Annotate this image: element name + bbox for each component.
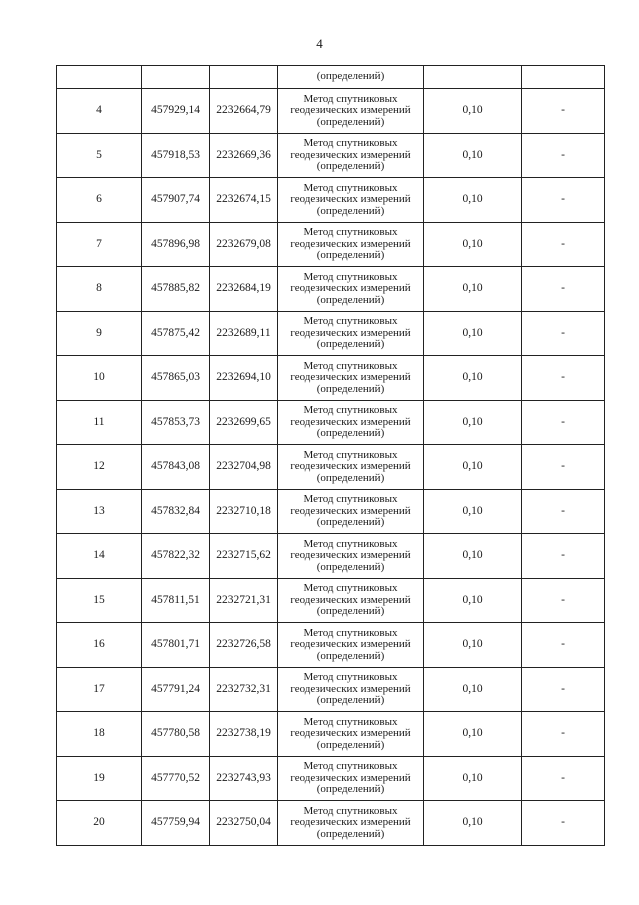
- cell-method: [278, 756, 424, 801]
- method-line: Метод спутниковых: [303, 315, 398, 327]
- cell-x: 457780,58: [142, 712, 210, 757]
- cell-description: -: [522, 712, 605, 757]
- cell-y: 2232704,98: [210, 445, 278, 490]
- method-line: Метод спутниковых: [303, 226, 398, 238]
- cell-y: 2232738,19: [210, 712, 278, 757]
- method-line: Метод спутниковых: [303, 760, 398, 772]
- cell-method: [278, 667, 424, 712]
- method-line: Метод спутниковых: [303, 181, 398, 194]
- cell-x: 457801,71: [142, 623, 210, 668]
- method-line: геодезических измерений: [290, 816, 411, 828]
- cell-description: -: [522, 445, 605, 490]
- method-line: (определений): [316, 382, 385, 395]
- table-body: [57, 66, 605, 846]
- cell-accuracy: 0,10: [424, 534, 522, 579]
- cell-y: 2232699,65: [210, 400, 278, 445]
- cell-method: [278, 623, 424, 668]
- method-line: геодезических измерений: [290, 593, 411, 606]
- table-row: [57, 712, 605, 757]
- method-line: (определений): [316, 560, 385, 573]
- cell-method: [278, 801, 424, 846]
- cell-x: 457875,42: [142, 311, 210, 356]
- table-row: [57, 623, 605, 668]
- cell-description: -: [522, 400, 605, 445]
- cell-point-number: 13: [57, 489, 142, 534]
- page-number: 4: [316, 36, 323, 51]
- cell-y: 2232750,04: [210, 801, 278, 846]
- cell-accuracy: 0,10: [424, 178, 522, 223]
- cell-description: -: [522, 623, 605, 668]
- cell-x: 457907,74: [142, 178, 210, 223]
- cell-point-number: 6: [57, 178, 142, 223]
- cell-point-number: 9: [57, 311, 142, 356]
- method-line: (определений): [316, 427, 385, 439]
- table-row: [57, 489, 605, 534]
- cell-y: 2232743,93: [210, 756, 278, 801]
- method-line: Метод спутниковых: [303, 582, 398, 594]
- cell-point-number: 8: [57, 267, 142, 312]
- method-line: (определений): [316, 649, 385, 662]
- cell-y: [210, 66, 278, 89]
- table-row: [57, 756, 605, 801]
- method-line: (определений): [316, 738, 385, 751]
- method-line: геодезических измерений: [290, 148, 411, 161]
- cell-x: 457822,32: [142, 534, 210, 579]
- method-line: Метод спутниковых: [303, 493, 398, 505]
- method-line: (определений): [316, 827, 385, 840]
- method-line: геодезических измерений: [290, 638, 411, 650]
- cell-x: 457759,94: [142, 801, 210, 846]
- cell-method: [278, 89, 424, 134]
- cell-x: 457843,08: [142, 445, 210, 490]
- cell-description: -: [522, 534, 605, 579]
- method-line: геодезических измерений: [290, 460, 411, 472]
- cell-description: -: [522, 133, 605, 178]
- cell-description: -: [522, 356, 605, 401]
- cell-method: [278, 445, 424, 490]
- cell-accuracy: 0,10: [424, 400, 522, 445]
- cell-method: [278, 222, 424, 267]
- method-line: Метод спутниковых: [303, 270, 398, 283]
- method-line: Метод спутниковых: [303, 92, 398, 105]
- cell-y: 2232732,31: [210, 667, 278, 712]
- method-line: геодезических измерений: [290, 504, 411, 517]
- cell-y: 2232694,10: [210, 356, 278, 401]
- method-line: (определений): [316, 783, 385, 795]
- cell-point-number: 17: [57, 667, 142, 712]
- cell-y: 2232726,58: [210, 623, 278, 668]
- cell-accuracy: 0,10: [424, 489, 522, 534]
- cell-method: [278, 489, 424, 534]
- cell-point-number: [57, 66, 142, 89]
- cell-description: -: [522, 489, 605, 534]
- cell-accuracy: 0,10: [424, 667, 522, 712]
- table-row: [57, 133, 605, 178]
- method-line: Метод спутниковых: [303, 804, 398, 817]
- method-line: геодезических измерений: [290, 415, 411, 428]
- method-line: (определений): [316, 605, 385, 617]
- cell-point-number: 5: [57, 133, 142, 178]
- table-row: [57, 400, 605, 445]
- cell-y: 2232710,18: [210, 489, 278, 534]
- method-line: (определений): [316, 338, 385, 350]
- cell-accuracy: 0,10: [424, 578, 522, 623]
- method-line: геодезических измерений: [290, 104, 411, 116]
- cell-point-number: 10: [57, 356, 142, 401]
- table-row: [57, 267, 605, 312]
- cell-x: [142, 66, 210, 89]
- cell-accuracy: 0,10: [424, 623, 522, 668]
- cell-point-number: 18: [57, 712, 142, 757]
- method-line: Метод спутниковых: [303, 537, 398, 550]
- method-line: (определений): [316, 204, 385, 217]
- cell-y: 2232674,15: [210, 178, 278, 223]
- method-line: геодезических измерений: [290, 326, 411, 339]
- cell-x: 457853,73: [142, 400, 210, 445]
- cell-y: 2232664,79: [210, 89, 278, 134]
- cell-point-number: 12: [57, 445, 142, 490]
- table-row: [57, 445, 605, 490]
- cell-point-number: 11: [57, 400, 142, 445]
- coordinates-table: [56, 65, 605, 846]
- cell-x: 457770,52: [142, 756, 210, 801]
- cell-description: -: [522, 267, 605, 312]
- cell-point-number: 4: [57, 89, 142, 134]
- cell-point-number: 14: [57, 534, 142, 579]
- cell-point-number: 7: [57, 222, 142, 267]
- cell-description: -: [522, 222, 605, 267]
- cell-y: 2232689,11: [210, 311, 278, 356]
- cell-y: 2232715,62: [210, 534, 278, 579]
- cell-x: 457832,84: [142, 489, 210, 534]
- method-line: Метод спутниковых: [303, 404, 398, 416]
- cell-accuracy: 0,10: [424, 222, 522, 267]
- table-row: [57, 89, 605, 134]
- cell-x: 457896,98: [142, 222, 210, 267]
- cell-method: [278, 578, 424, 623]
- cell-point-number: 20: [57, 801, 142, 846]
- cell-description: -: [522, 756, 605, 801]
- cell-method: [278, 534, 424, 579]
- cell-point-number: 16: [57, 623, 142, 668]
- cell-accuracy: 0,10: [424, 267, 522, 312]
- method-line: Метод спутниковых: [303, 626, 398, 639]
- cell-method: [278, 133, 424, 178]
- cell-x: 457811,51: [142, 578, 210, 623]
- cell-accuracy: 0,10: [424, 133, 522, 178]
- table-row: [57, 801, 605, 846]
- cell-y: 2232684,19: [210, 267, 278, 312]
- cell-point-number: 19: [57, 756, 142, 801]
- method-line: геодезических измерений: [290, 193, 411, 205]
- cell-description: -: [522, 801, 605, 846]
- cell-y: 2232669,36: [210, 133, 278, 178]
- table-row: [57, 222, 605, 267]
- table-row: [57, 178, 605, 223]
- method-line: Метод спутниковых: [303, 448, 398, 461]
- method-line: геодезических измерений: [290, 237, 411, 250]
- cell-accuracy: 0,10: [424, 756, 522, 801]
- method-line: (определений): [316, 160, 385, 172]
- cell-description: -: [522, 311, 605, 356]
- cell-accuracy: [424, 66, 522, 89]
- method-line: геодезических измерений: [290, 771, 411, 784]
- cell-accuracy: 0,10: [424, 311, 522, 356]
- method-line: геодезических измерений: [290, 371, 411, 383]
- cell-x: 457865,03: [142, 356, 210, 401]
- table-row: [57, 534, 605, 579]
- method-line: геодезических измерений: [290, 682, 411, 695]
- method-line: Метод спутниковых: [303, 671, 398, 683]
- table-row: [57, 356, 605, 401]
- table-row-continuation: [57, 66, 605, 89]
- method-line: (определений): [316, 115, 385, 128]
- cell-x: 457885,82: [142, 267, 210, 312]
- cell-method: [278, 267, 424, 312]
- cell-accuracy: 0,10: [424, 445, 522, 490]
- cell-method: (определений): [278, 66, 424, 89]
- cell-x: 457918,53: [142, 133, 210, 178]
- cell-description: -: [522, 667, 605, 712]
- cell-description: -: [522, 578, 605, 623]
- table-row: [57, 311, 605, 356]
- cell-point-number: 15: [57, 578, 142, 623]
- cell-method: [278, 400, 424, 445]
- cell-method: [278, 712, 424, 757]
- cell-description: [522, 66, 605, 89]
- method-line: (определений): [316, 249, 385, 261]
- table-row: [57, 667, 605, 712]
- cell-method: [278, 311, 424, 356]
- method-line: Метод спутниковых: [303, 715, 398, 728]
- cell-accuracy: 0,10: [424, 356, 522, 401]
- method-line: геодезических измерений: [290, 549, 411, 561]
- cell-accuracy: 0,10: [424, 89, 522, 134]
- cell-y: 2232679,08: [210, 222, 278, 267]
- cell-accuracy: 0,10: [424, 712, 522, 757]
- method-line: (определений): [316, 293, 385, 306]
- method-line: геодезических измерений: [290, 282, 411, 294]
- method-line: Метод спутниковых: [303, 359, 398, 372]
- method-line: Метод спутниковых: [303, 137, 398, 149]
- cell-accuracy: 0,10: [424, 801, 522, 846]
- table-row: [57, 578, 605, 623]
- cell-description: -: [522, 178, 605, 223]
- cell-x: 457791,24: [142, 667, 210, 712]
- cell-y: 2232721,31: [210, 578, 278, 623]
- cell-method: [278, 356, 424, 401]
- cell-description: -: [522, 89, 605, 134]
- cell-method: [278, 178, 424, 223]
- method-line: (определений): [316, 471, 385, 484]
- cell-x: 457929,14: [142, 89, 210, 134]
- method-line: (определений): [316, 516, 385, 528]
- method-line: геодезических измерений: [290, 727, 411, 739]
- method-line: (определений): [316, 694, 385, 706]
